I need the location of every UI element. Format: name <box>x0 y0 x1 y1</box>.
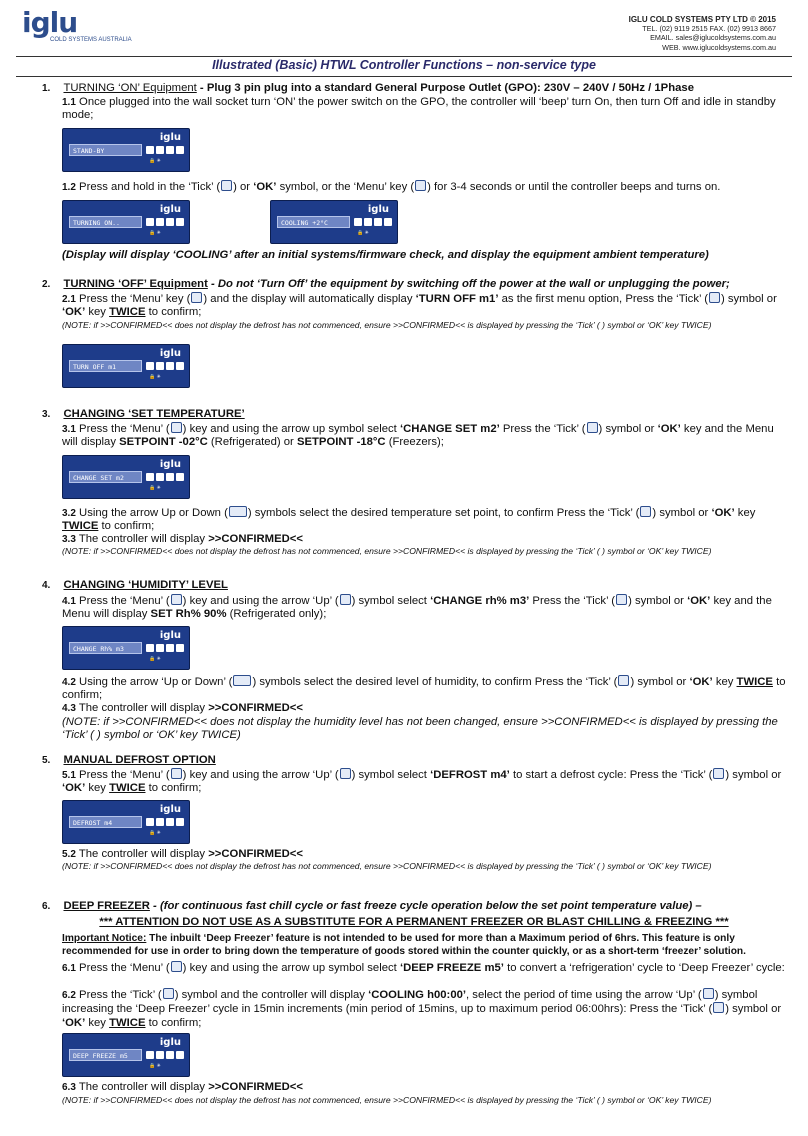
step-text: ) symbol increasing the ‘Deep Freezer’ cycle in 15min increments (min period of 15mins, up to maximum period 06:00hrs): Press the ‘Tick’ ( <box>62 989 758 1016</box>
iglu-logo <box>22 6 132 46</box>
step-4-1 <box>62 594 788 622</box>
notice-label: Important Notice: <box>62 933 147 944</box>
section-4-heading <box>42 579 792 592</box>
step-text: Press the ‘Menu’ ( <box>79 769 170 781</box>
section-6-note: (NOTE: if >>CONFIRMED<< does not display the defrost has not commenced, ensure >>CONFIRMED<< is displayed by pressing the ‘Tick’ ( ) symbol or ‘OK’ key TWICE) <box>62 1095 712 1105</box>
step-text: Once plugged into the wall socket turn ‘ON’ the power switch on the GPO, the controller will ‘beep’ turn On, then turn Off and idle in standby mode; <box>62 96 776 122</box>
ok-key-label: ‘OK’ <box>62 1016 86 1029</box>
logo-word: iglu <box>22 6 78 39</box>
step-text: The controller will display <box>78 848 209 860</box>
step-text: key and the Menu will display <box>62 423 774 449</box>
section-desc: - Plug 3 pin plug into a standard General Purpose Outlet (GPO): 230V – 240V / 50Hz / 1Phase <box>196 82 694 94</box>
lcd-text: TURN OFF m1 <box>69 360 142 372</box>
step-6-3 <box>62 1081 788 1094</box>
step-6-2 <box>62 988 788 1030</box>
section-number: 6. <box>42 901 51 912</box>
twice-label: TWICE <box>109 1016 146 1029</box>
step-number: 6.2 <box>62 990 76 1001</box>
step-text: ) symbol or <box>725 769 782 781</box>
menu-icon <box>191 292 202 303</box>
step-text: Press the ‘Menu’ ( <box>79 962 170 974</box>
display-value: ‘COOLING h00:00’ <box>368 989 467 1001</box>
panel-leds: 🔒 ✳ <box>149 485 161 491</box>
panel-logo: iglu <box>159 348 181 359</box>
panel-buttons <box>354 218 392 226</box>
step-text: The controller will display <box>78 1081 209 1093</box>
step-text: Press the ‘Tick’ ( <box>499 423 586 435</box>
step-number: 1.2 <box>62 182 76 193</box>
controller-display-change-set <box>62 455 190 499</box>
panel-buttons <box>146 218 184 226</box>
step-text: key and the Menu will display <box>62 595 772 621</box>
panel-leds: 🔒 ✳ <box>149 230 161 236</box>
panel-logo: iglu <box>159 804 181 815</box>
humidity-value: SET Rh% 90% <box>150 608 227 621</box>
section-title: CHANGING ‘SET TEMPERATURE’ <box>63 408 245 420</box>
step-number: 4.3 <box>62 703 76 714</box>
step-text: ) symbol and the controller will display <box>174 989 369 1001</box>
menu-icon <box>415 180 426 191</box>
panel-buttons <box>146 362 184 370</box>
step-number: 2.1 <box>62 294 76 305</box>
lcd-text: CHANGE SET m2 <box>69 471 142 483</box>
section-number: 5. <box>42 755 51 766</box>
twice-label: TWICE <box>736 676 773 688</box>
step-text: The controller will display <box>78 702 209 714</box>
section-5-note: (NOTE: if >>CONFIRMED<< does not display the defrost has not commenced, ensure >>CONFIRMED<< is displayed by pressing the ‘Tick’ ( ) symbol or ‘OK’ key TWICE) <box>62 861 712 871</box>
section-2-heading <box>42 278 792 291</box>
controller-display-standby <box>62 128 190 172</box>
step-text: (Refrigerated only); <box>226 608 327 621</box>
section-number: 3. <box>42 409 51 420</box>
step-text: ) key and using the arrow ‘Up’ ( <box>182 769 339 781</box>
step-text: ) symbols select the desired temperature set point, to confirm Press the ‘Tick’ ( <box>247 507 640 519</box>
menu-option: ‘DEEP FREEZE m5’ <box>399 962 504 974</box>
step-text: ) symbols select the desired level of humidity, to confirm Press the ‘Tick’ ( <box>252 676 618 688</box>
lcd-text: TURNING ON.. <box>69 216 142 228</box>
step-text: ) symbol or <box>725 1003 782 1016</box>
panel-leds: 🔒 ✳ <box>149 1063 161 1069</box>
tick-icon <box>616 594 627 605</box>
step-text: (Refrigerated) or <box>207 436 297 449</box>
panel-leds: 🔒 ✳ <box>149 830 161 836</box>
confirmed-text: >>CONFIRMED<< <box>208 848 303 860</box>
menu-icon <box>171 768 182 779</box>
menu-option: ‘DEFROST m4’ <box>430 769 510 781</box>
step-text: ) or <box>233 181 254 193</box>
page-header <box>0 0 808 58</box>
section-2-note: (NOTE: if >>CONFIRMED<< does not display the defrost has not commenced, ensure >>CONFIRMED<< is displayed by pressing the ‘Tick’ ( ) symbol or ‘OK’ key TWICE) <box>62 320 712 330</box>
section-5-heading <box>42 754 792 767</box>
step-6-1 <box>62 961 788 975</box>
step-text: ) symbol select <box>351 769 431 781</box>
section-desc: - Do not ‘Turn Off’ the equipment by switching off the power at the wall or unplugging the power; <box>207 278 730 290</box>
confirmed-text: >>CONFIRMED<< <box>208 1081 303 1093</box>
lcd-text: DEEP FREEZE m5 <box>69 1049 142 1061</box>
step-3-3 <box>62 533 788 546</box>
ok-key-label: ‘OK’ <box>62 306 86 319</box>
ok-key-label: ‘OK’ <box>657 423 681 435</box>
step-5-1 <box>62 768 788 796</box>
step-text: Using the arrow ‘Up or Down’ ( <box>79 676 233 688</box>
panel-logo: iglu <box>159 630 181 641</box>
tick-icon <box>587 422 598 433</box>
section-title: DEEP FREEZER <box>63 900 150 912</box>
step-1-2 <box>62 180 788 194</box>
step-text: to confirm; <box>62 676 786 702</box>
step-text: ) symbol or <box>628 595 688 607</box>
step-number: 3.2 <box>62 508 76 519</box>
step-4-2 <box>62 675 788 703</box>
panel-leds: 🔒 ✳ <box>149 656 161 662</box>
step-text: ) key and using the arrow up symbol select <box>182 962 400 974</box>
step-text: , select the period of time using the arrow ‘Up’ ( <box>466 989 702 1001</box>
step-text: symbol, or the ‘Menu’ key ( <box>276 181 415 193</box>
arrow-up-down-icon <box>229 506 247 517</box>
section-1-note: (Display will display ‘COOLING’ after an initial systems/firmware check, and display the equipment ambient temperature) <box>62 249 709 261</box>
panel-leds: 🔒 ✳ <box>357 230 369 236</box>
controller-display-cooling <box>270 200 398 244</box>
twice-label: TWICE <box>62 520 99 533</box>
step-number: 5.2 <box>62 849 76 860</box>
step-text: Press the ‘Tick’ ( <box>529 595 616 607</box>
step-text: The controller will display <box>78 533 209 545</box>
controller-display-change-rh <box>62 626 190 670</box>
step-4-3 <box>62 702 788 715</box>
step-number: 1.1 <box>62 97 76 108</box>
panel-logo: iglu <box>159 459 181 470</box>
company-name: IGLU COLD SYSTEMS PTY LTD © 2015 <box>628 15 776 24</box>
section-3-heading <box>42 408 792 421</box>
panel-buttons <box>146 146 184 154</box>
step-3-2 <box>62 506 788 534</box>
step-text: ) symbol or <box>630 676 690 688</box>
step-3-1 <box>62 422 788 450</box>
company-email: EMAIL. sales@iglucoldsystems.com.au <box>650 33 776 43</box>
lcd-text: CHANGE Rh% m3 <box>69 642 142 654</box>
panel-buttons <box>146 1051 184 1059</box>
company-tel: TEL. (02) 9119 2515 FAX. (02) 9913 8667 <box>642 24 776 34</box>
confirmed-text: >>CONFIRMED<< <box>208 533 303 545</box>
panel-leds: 🔒 ✳ <box>149 158 161 164</box>
panel-logo: iglu <box>367 204 389 215</box>
panel-logo: iglu <box>159 204 181 215</box>
arrow-up-icon <box>340 594 351 605</box>
step-text: key <box>85 782 110 795</box>
panel-leds: 🔒 ✳ <box>149 374 161 380</box>
menu-option: ‘CHANGE rh% m3’ <box>430 595 530 607</box>
notice-text: The inbuilt ‘Deep Freezer’ feature is not intended to be used for more than a Maximum period of 6hrs. This feature is only recommended for use in order to bring down the temperature of goods stored within the counter quickly, or as a short-term ‘freezer’ solution. <box>62 933 746 957</box>
section-desc: - (for continuous fast chill cycle or fast freeze cycle operation below the set point temperature value) – <box>149 900 702 912</box>
step-number: 5.1 <box>62 770 76 781</box>
step-text: ) symbol select <box>351 595 431 607</box>
step-text: (Freezers); <box>385 436 444 449</box>
section-title: CHANGING ‘HUMIDITY’ LEVEL <box>63 579 228 591</box>
step-number: 6.1 <box>62 963 76 974</box>
company-details <box>629 15 776 52</box>
section-number: 1. <box>42 83 51 94</box>
tick-icon <box>713 768 724 779</box>
menu-icon <box>171 594 182 605</box>
company-web: WEB. www.iglucoldsystems.com.au <box>662 42 776 52</box>
lcd-text: DEFROST m4 <box>69 816 142 828</box>
step-text: key <box>85 1016 110 1029</box>
step-number: 4.1 <box>62 596 76 607</box>
step-text: ) symbol or <box>652 507 712 519</box>
title-rule <box>16 76 792 77</box>
ok-key-label: ‘OK’ <box>687 595 711 607</box>
twice-label: TWICE <box>109 306 146 319</box>
top-rule <box>16 56 792 57</box>
panel-logo: iglu <box>159 132 181 143</box>
step-text: to confirm; <box>145 782 202 795</box>
step-text: Press the ‘Tick’ ( <box>79 989 162 1001</box>
section-6-heading <box>42 900 792 913</box>
step-text: key <box>734 507 756 519</box>
tick-icon <box>221 180 232 191</box>
tick-icon <box>640 506 651 517</box>
tick-icon <box>163 988 174 999</box>
section-4-note: (NOTE: if >>CONFIRMED<< does not display the humidity level has not been changed, ensure >>CONFIRMED<< is displayed by pressing the ‘Tick’ ( ) symbol or ‘OK’ key TWICE) <box>62 716 778 742</box>
step-text: key <box>712 676 737 688</box>
step-text: ) symbol or <box>720 293 777 305</box>
controller-display-defrost <box>62 800 190 844</box>
arrow-up-down-icon <box>233 675 251 686</box>
confirmed-text: >>CONFIRMED<< <box>208 702 303 714</box>
step-number: 4.2 <box>62 677 76 688</box>
important-notice <box>62 933 788 958</box>
step-text: ) symbol or <box>598 423 658 435</box>
section-3-note: (NOTE: if >>CONFIRMED<< does not display the defrost has not commenced, ensure >>CONFIRMED<< is displayed by pressing the ‘Tick’ ( ) symbol or ‘OK’ key TWICE) <box>62 546 712 556</box>
step-text: Press the ‘Menu’ key ( <box>79 293 191 305</box>
lcd-text: STAND-BY <box>69 144 142 156</box>
step-1-1 <box>62 96 788 123</box>
section-title: TURNING ‘OFF’ Equipment <box>63 278 208 290</box>
twice-label: TWICE <box>109 782 146 795</box>
section-1-heading <box>42 82 792 95</box>
step-text: ) key and using the arrow ‘Up’ ( <box>182 595 339 607</box>
ok-key-label: ‘OK’ <box>689 676 713 688</box>
page-title: Illustrated (Basic) HTWL Controller Functions – non-service type <box>212 58 596 72</box>
menu-icon <box>171 422 182 433</box>
step-text: to convert a ‘refrigeration’ cycle to ‘Deep Freezer’ cycle: <box>503 962 785 974</box>
step-text: Using the arrow Up or Down ( <box>79 507 228 519</box>
controller-display-turn-off <box>62 344 190 388</box>
step-text: to start a defrost cycle: Press the ‘Tick’ ( <box>509 769 713 781</box>
step-text: as the first menu option, Press the ‘Tick’ ( <box>498 293 708 305</box>
step-text: Press and hold in the ‘Tick’ ( <box>79 181 221 193</box>
section-number: 2. <box>42 279 51 290</box>
arrow-up-icon <box>703 988 714 999</box>
step-text: ) for 3-4 seconds or until the controller beeps and turns on. <box>427 181 721 193</box>
attention-banner: *** ATTENTION DO NOT USE AS A SUBSTITUTE FOR A PERMANENT FREEZER OR BLAST CHILLING & FREEZING *** <box>99 916 729 928</box>
logo-tagline: COLD SYSTEMS AUSTRALIA <box>50 37 132 43</box>
step-text: to confirm; <box>145 1016 202 1029</box>
step-text: Press the ‘Menu’ ( <box>79 423 170 435</box>
section-title: MANUAL DEFROST OPTION <box>63 754 216 766</box>
step-number: 3.1 <box>62 424 76 435</box>
tick-icon <box>713 1002 724 1013</box>
step-number: 3.3 <box>62 534 76 545</box>
step-text: Press the ‘Menu’ ( <box>79 595 170 607</box>
step-text: ) key and using the arrow up symbol select <box>182 423 400 435</box>
panel-buttons <box>146 644 184 652</box>
menu-icon <box>171 961 182 972</box>
step-number: 6.3 <box>62 1082 76 1093</box>
controller-display-turning-on <box>62 200 190 244</box>
section-title: TURNING ‘ON’ Equipment <box>63 82 197 94</box>
menu-option: ‘TURN OFF m1’ <box>415 293 499 305</box>
section-number: 4. <box>42 580 51 591</box>
step-5-2 <box>62 848 788 861</box>
lcd-text: COOLING +2°C <box>277 216 350 228</box>
ok-key-label: ‘OK’ <box>711 507 735 519</box>
panel-buttons <box>146 818 184 826</box>
step-text: ) and the display will automatically display <box>203 293 416 305</box>
ok-key-label: ‘OK’ <box>62 782 86 795</box>
step-2-1 <box>62 292 788 320</box>
setpoint-value: SETPOINT -02°C <box>119 436 208 449</box>
controller-display-deep-freeze <box>62 1033 190 1077</box>
step-text: to confirm; <box>145 306 202 319</box>
tick-icon <box>709 292 720 303</box>
panel-logo: iglu <box>159 1037 181 1048</box>
step-text: key <box>85 306 110 319</box>
ok-key-label: ‘OK’ <box>253 181 277 193</box>
menu-option: ‘CHANGE SET m2’ <box>399 423 500 435</box>
panel-buttons <box>146 473 184 481</box>
setpoint-value: SETPOINT -18°C <box>296 436 386 449</box>
arrow-up-icon <box>340 768 351 779</box>
tick-icon <box>618 675 629 686</box>
step-text: to confirm; <box>98 520 155 533</box>
